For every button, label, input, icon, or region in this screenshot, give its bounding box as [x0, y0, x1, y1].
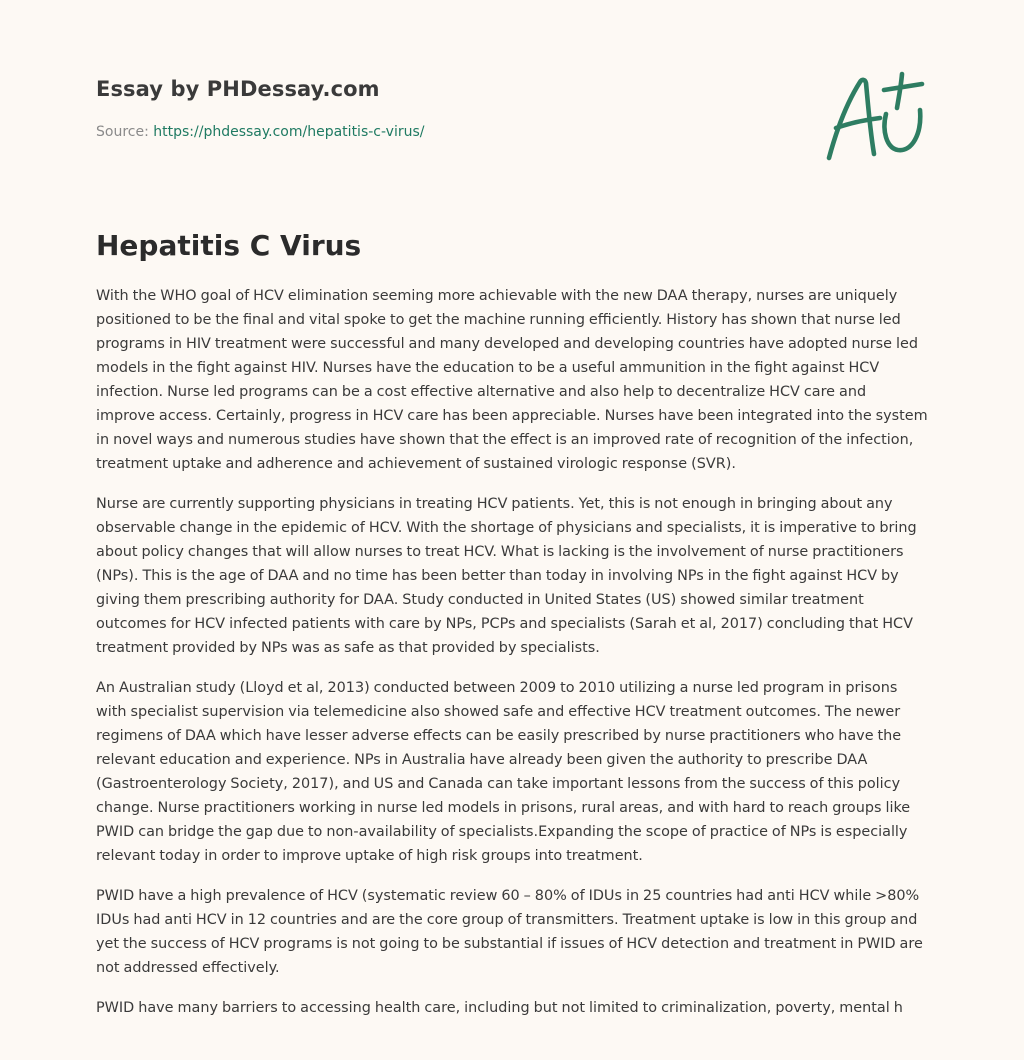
essay-paragraph: An Australian study (Lloyd et al, 2013) conducted between 2009 to 2010 utilizing a nurse led program in prisons with specialist supervision via telemedicine also showed safe and effective HCV treatment outcomes. The newer regimens of DAA which have lesser adverse effects can be easily prescribed by nurse practitioners who have the relevant education and experience. NPs in Australia have already been given the authority to prescribe DAA (Gastroenterology Society, 2017), and US and Canada can take important lessons from the success of this policy change. Nurse practitioners working in nurse led models in prisons, rural areas, and with hard to reach groups like PWID can bridge the gap due to non-availability of specialists.Expanding the scope of practice of NPs is especially relevant today in order to improve uptake of high risk groups into treatment. [96, 680, 911, 864]
a-plus-grade-icon [822, 68, 928, 164]
essay-paragraph: Nurse are currently supporting physicians in treating HCV patients. Yet, this is not enough in bringing about any observable change in the epidemic of HCV. With the shortage of physicians and specialists, it is imperative to bring about policy changes that will allow nurses to treat HCV. What is lacking is the involvement of nurse practitioners (NPs). This is the age of DAA and no time has been better than today in involving NPs in the fight against HCV by giving them prescribing authority for DAA. Study conducted in United States (US) showed similar treatment outcomes for HCV infected patients with care by NPs, PCPs and specialists (Sarah et al, 2017) concluding that HCV treatment provided by NPs was as safe as that provided by specialists. [96, 496, 917, 656]
site-title: Essay by PHDessay.com [96, 77, 380, 101]
essay-title: Hepatitis C Virus [96, 229, 362, 262]
essay-paragraph: With the WHO goal of HCV elimination seeming more achievable with the new DAA therapy, nurses are uniquely positioned to be the final and vital spoke to get the machine running efficiently. History has shown that nurse led programs in HIV treatment were successful and many developed and developing countries have adopted nurse led models in the fight against HIV. Nurses have the education to be a useful ammunition in the fight against HCV infection. Nurse led programs can be a cost effective alternative and also help to decentralize HCV care and improve access. Certainly, progress in HCV care has been appreciable. Nurses have been integrated into the system in novel ways and numerous studies have shown that the effect is an improved rate of recognition of the infection, treatment uptake and adherence and achievement of sustained virologic response (SVR). [96, 288, 928, 472]
essay-paragraph-truncated: PWID have many barriers to accessing health care, including but not limited to criminalization, poverty, mental h [96, 1000, 903, 1016]
page-header [96, 72, 796, 142]
essay-paragraph: PWID have a high prevalence of HCV (systematic review 60 – 80% of IDUs in 25 countries had anti HCV while >80% IDUs had anti HCV in 12 countries and are the core group of transmitters. Treatment uptake is low in this group and yet the success of HCV programs is not going to be substantial if issues of HCV detection and treatment in PWID are not addressed effectively. [96, 888, 923, 976]
source-line [96, 122, 796, 142]
source-label: Source: [96, 124, 154, 140]
essay-body [96, 284, 928, 1020]
source-link[interactable]: https://phdessay.com/hepatitis-c-virus/ [153, 124, 425, 140]
essay-article [96, 224, 928, 1036]
